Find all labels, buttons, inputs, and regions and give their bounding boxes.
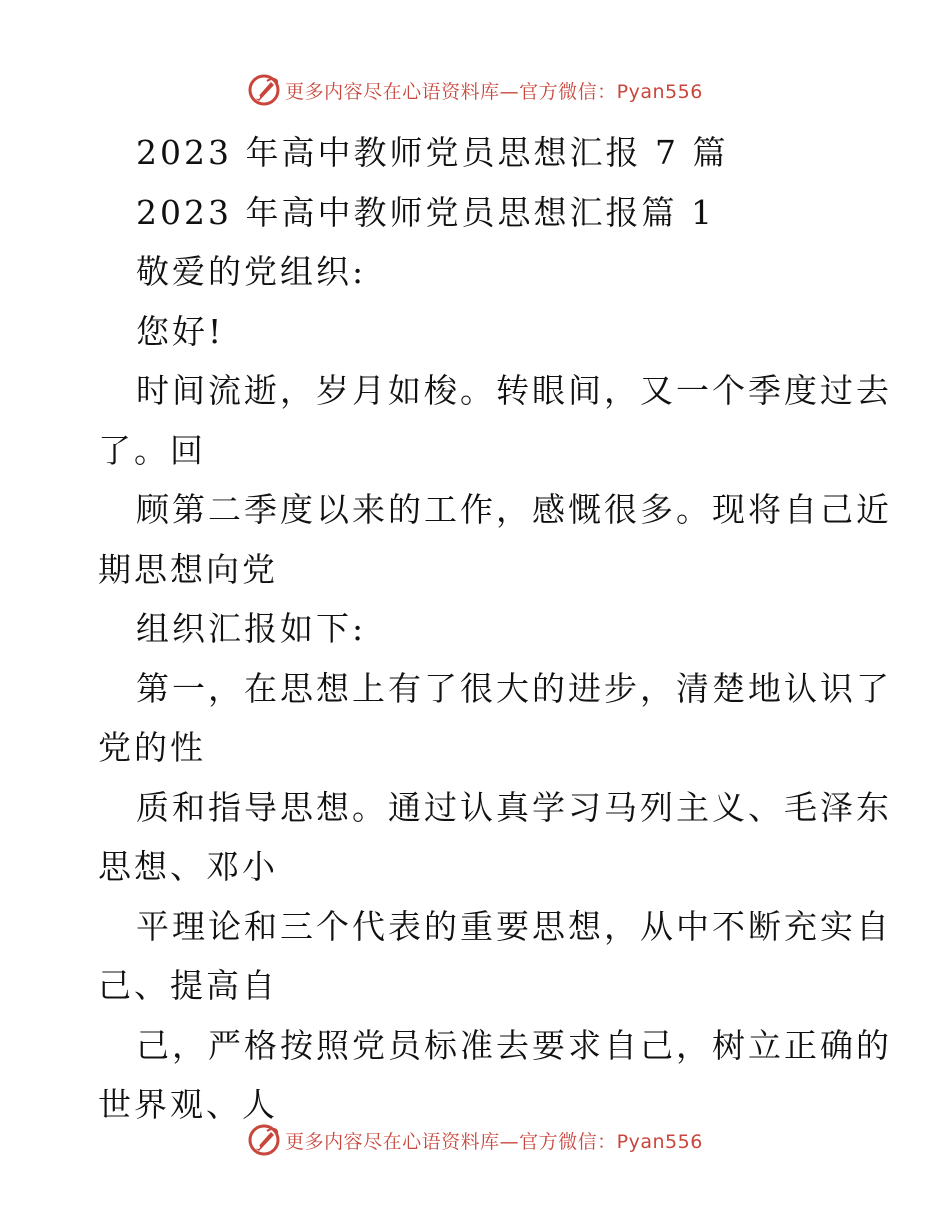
header-banner xyxy=(0,70,950,110)
text-line: 了。回 xyxy=(98,430,206,470)
text-line: 敬爱的党组织: xyxy=(136,252,367,291)
text-line: 您好! xyxy=(136,311,225,351)
text-line: 思想、邓小 xyxy=(98,847,278,886)
quill-pen-logo-icon xyxy=(247,73,281,107)
text-line: 己、提高自 xyxy=(98,966,278,1005)
text-line: 质和指导思想。通过认真学习马列主义、毛泽东 xyxy=(136,787,892,827)
footer-banner-text: 更多内容尽在心语资料库—官方微信：Pyan556 xyxy=(285,1130,703,1153)
footer-banner xyxy=(0,1120,950,1160)
text-line: 平理论和三个代表的重要思想，从中不断充实自 xyxy=(136,906,892,946)
text-line: 组织汇报如下: xyxy=(136,609,367,648)
text-line: 时间流逝，岁月如梭。转眼间，又一个季度过去 xyxy=(136,371,892,410)
section-heading: 2023 年高中教师党员思想汇报篇 1 xyxy=(136,192,715,232)
document-body xyxy=(98,123,892,1135)
text-line: 期思想向党 xyxy=(98,549,278,589)
text-line: 世界观、人 xyxy=(98,1085,278,1124)
text-line: 己，严格按照党员标准去要求自己，树立正确的 xyxy=(136,1025,892,1065)
text-line: 顾第二季度以来的工作，感慨很多。现将自己近 xyxy=(136,490,892,529)
document-title: 2023 年高中教师党员思想汇报 7 篇 xyxy=(136,133,729,172)
header-banner-text: 更多内容尽在心语资料库—官方微信：Pyan556 xyxy=(285,80,703,103)
text-line: 党的性 xyxy=(98,728,206,767)
quill-pen-logo-icon xyxy=(247,1123,281,1157)
text-line: 第一，在思想上有了很大的进步，清楚地认识了 xyxy=(136,668,892,708)
